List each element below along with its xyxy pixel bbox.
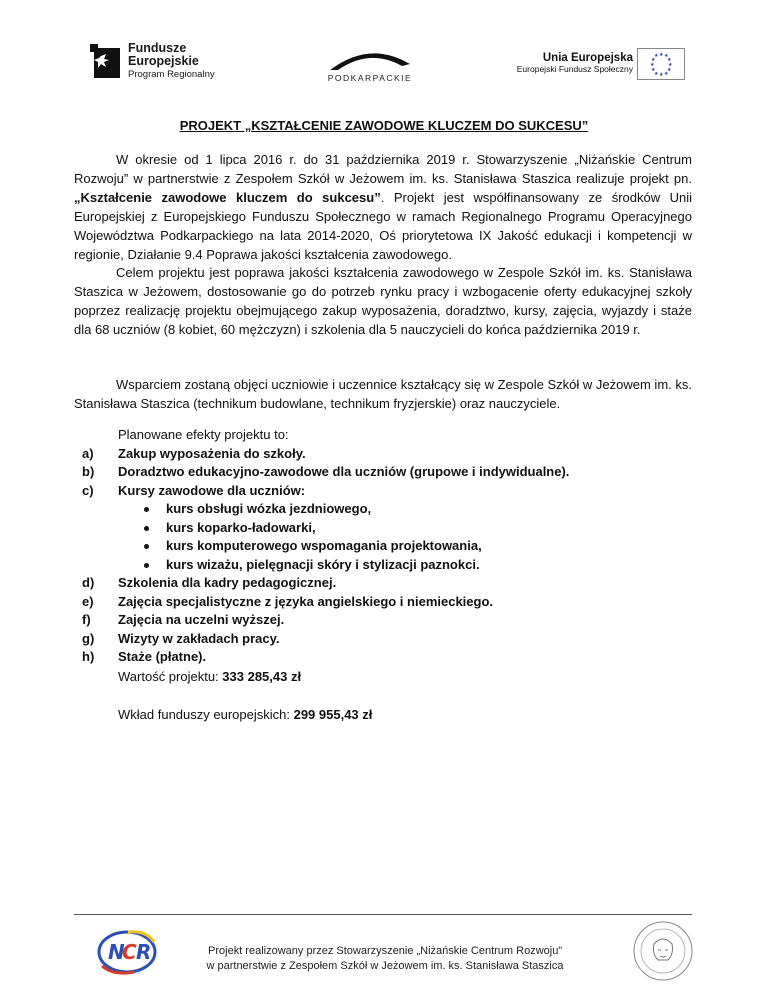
svg-text:★: ★ xyxy=(664,53,669,59)
svg-text:R: R xyxy=(136,940,152,964)
svg-text:N: N xyxy=(108,940,125,964)
project-name: „Kształcenie zawodowe kluczem do sukcesu” xyxy=(74,190,381,205)
sub-list-item xyxy=(74,500,692,519)
svg-text:★: ★ xyxy=(659,52,664,58)
project-value-amount: 333 285,43 zł xyxy=(222,669,302,684)
list-item xyxy=(74,463,692,482)
svg-text:C: C xyxy=(122,940,137,964)
effects-intro: Planowane efekty projektu to: xyxy=(118,427,289,442)
bullet-icon xyxy=(144,544,149,549)
eu-flag-icon xyxy=(637,48,685,80)
svg-text:★: ★ xyxy=(659,72,664,78)
fe-line2: Europejskie xyxy=(128,54,199,69)
fe-line1: Fundusze xyxy=(128,41,187,55)
ue-line2: Europejski Fundusz Społeczny xyxy=(516,64,633,75)
intro-text-a: W okresie od 1 lipca 2016 r. do 31 października 2019 r. Stowarzyszenie „Niżańskie Centrum Rozwoju” w partnerstwie z Zespołem Szkół w Jeżowem im. ks. Stanisława Staszica realizuje projekt pn. xyxy=(74,152,692,186)
list-marker: d) xyxy=(82,575,95,590)
fe-star-icon xyxy=(90,44,124,82)
svg-text:★: ★ xyxy=(667,67,672,73)
svg-text:★: ★ xyxy=(650,62,655,68)
bullet-icon xyxy=(144,507,149,512)
sub-list-item xyxy=(74,556,692,575)
list-item xyxy=(74,445,692,464)
list-marker: c) xyxy=(82,482,94,498)
list-marker: f) xyxy=(82,612,91,627)
intro-text-b: . Projekt jest współfinansowany ze środków Unii Europejskiej z Europejskiego Funduszu Społecznego w ramach Regionalnego Programu Operacyjnego Województwa Podkarpackiego na lata 2014-2020, Oś priorytetowa IX Jakość edukacji i kompetencji w regionie, Działanie 9.4 Poprawa jakości kształcenia zawodowego. xyxy=(74,190,692,262)
svg-text:★: ★ xyxy=(651,57,656,63)
list-item xyxy=(74,611,692,630)
list-marker: e) xyxy=(82,593,94,609)
list-marker: g) xyxy=(82,630,95,646)
svg-text:★: ★ xyxy=(654,71,659,77)
sub-item-text: kurs komputerowego wspomagania projektowania, xyxy=(166,538,482,553)
svg-text:★: ★ xyxy=(654,53,659,59)
podkarpackie-text: PODKARPACKIE xyxy=(327,73,413,83)
list-item xyxy=(74,593,692,612)
goal-paragraph: Celem projektu jest poprawa jakości kształcenia zawodowego w Zespole Szkół im. ks. Stanisława Staszica w Jeżowem, dostosowanie go do potrzeb rynku pracy i wzbogacenie oferty edukacyjnej szkoły poprzez realizację projektu obejmującego zakup wyposażenia, doradztwo, kursy, zajęcia, wyjazdy i staże dla 68 uczniów (8 kobiet, 60 mężczyzn) i szkolenia dla 5 nauczycieli do końca października 2019 r. xyxy=(74,265,692,337)
school-seal-logo xyxy=(632,920,694,982)
project-value xyxy=(118,669,301,684)
svg-text:★: ★ xyxy=(651,67,656,73)
eu-funds-amount: 299 955,43 zł xyxy=(293,707,373,722)
list-item-text: Wizyty w zakładach pracy. xyxy=(118,630,280,646)
svg-text:★: ★ xyxy=(668,62,673,68)
list-item-text: Kursy zawodowe dla uczniów: xyxy=(118,482,306,498)
list-item xyxy=(74,648,692,667)
footer-line1: Projekt realizowany przez Stowarzyszenie „Niżańskie Centrum Rozwoju” xyxy=(208,945,562,957)
list-item xyxy=(74,630,692,649)
eu-funds-value xyxy=(118,707,372,722)
bullet-icon xyxy=(144,563,149,568)
list-item xyxy=(74,574,692,593)
sub-item-text: kurs koparko-ładowarki, xyxy=(166,519,316,535)
list-item xyxy=(74,482,692,501)
list-marker: b) xyxy=(82,464,95,479)
sub-list-item xyxy=(74,537,692,556)
fe-line3: Program Regionalny xyxy=(128,69,215,81)
footer-text xyxy=(160,944,610,974)
ncr-logo xyxy=(94,926,160,978)
list-item-text: Doradztwo edukacyjno-zawodowe dla uczniów (grupowe i indywidualne). xyxy=(118,464,570,479)
bullet-icon xyxy=(144,526,149,531)
project-value-label: Wartość projektu: xyxy=(118,669,223,684)
ue-line1: Unia Europejska xyxy=(542,52,633,64)
sub-item-text: kurs wizażu, pielęgnacji skóry i stylizacji paznokci. xyxy=(166,556,480,572)
sub-item-text: kurs obsługi wózka jezdniowego, xyxy=(166,501,372,516)
fundusze-europejskie-logo xyxy=(90,42,240,84)
list-item-text: Szkolenia dla kadry pedagogicznej. xyxy=(118,575,337,590)
svg-text:★: ★ xyxy=(664,71,669,77)
podkarpackie-logo xyxy=(320,44,450,84)
svg-text:★: ★ xyxy=(667,57,672,63)
list-marker: a) xyxy=(82,445,94,461)
effects-list xyxy=(74,426,692,667)
list-item-text: Zajęcia specjalistyczne z języka angielskiego i niemieckiego. xyxy=(118,593,494,609)
list-item-text: Staże (płatne). xyxy=(118,649,207,664)
footer-divider xyxy=(74,914,692,915)
footer-line2: w partnerstwie z Zespołem Szkół w Jeżowem im. ks. Stanisława Staszica xyxy=(206,960,564,972)
list-item-text: Zajęcia na uczelni wyższej. xyxy=(118,612,285,627)
mountain-icon xyxy=(320,44,420,72)
support-paragraph: Wsparciem zostaną objęci uczniowie i uczennice kształcący się w Zespole Szkół w Jeżowem im. ks. Stanisława Staszica (technikum budowlane, technikum fryzjerskie) oraz nauczyciele. xyxy=(74,377,692,411)
list-item-text: Zakup wyposażenia do szkoły. xyxy=(118,445,306,461)
page-title: PROJEKT „KSZTAŁCENIE ZAWODOWE KLUCZEM DO SUKCESU” xyxy=(179,118,589,133)
unia-europejska-logo xyxy=(505,48,685,84)
list-marker: h) xyxy=(82,649,95,664)
intro-paragraph xyxy=(74,150,692,264)
eu-funds-label: Wkład funduszy europejskich: xyxy=(118,707,294,722)
sub-list-item xyxy=(74,519,692,538)
